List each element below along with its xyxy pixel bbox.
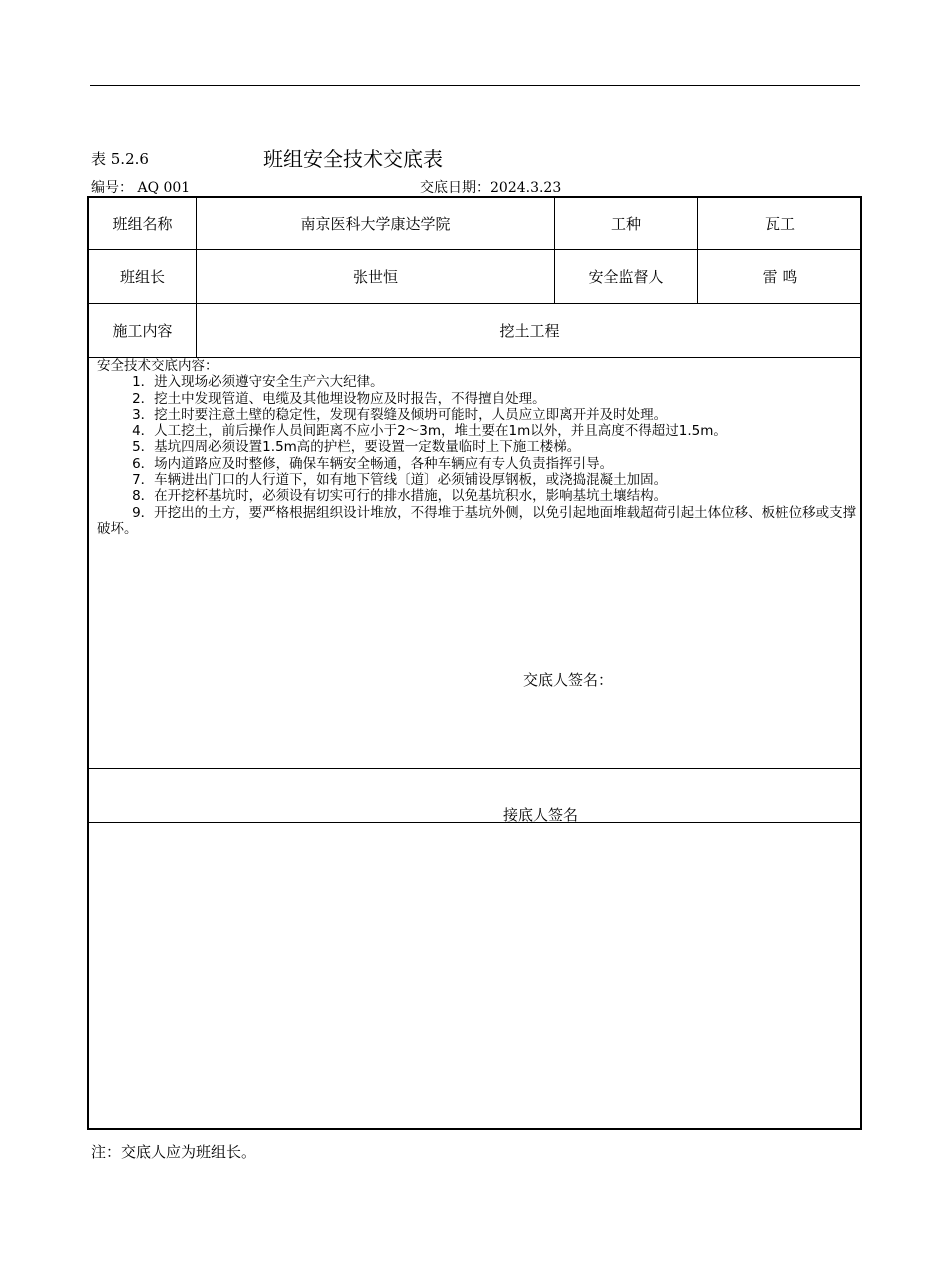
disclosure-item: 1．进入现场必须遵守安全生产六大纪律。 xyxy=(132,374,384,391)
footnote: 注：交底人应为班组长。 xyxy=(91,1143,257,1161)
team-name-label: 班组名称 xyxy=(112,215,173,233)
team-leader-value: 张世恒 xyxy=(352,268,398,286)
disclosure-item: 5．基坑四周必须设置1.5m高的护栏，要设置一定数量临时上下施工楼梯。 xyxy=(132,439,581,456)
disclosure-heading: 安全技术交底内容： xyxy=(97,358,219,374)
disclosure-date xyxy=(420,177,561,197)
row-divider xyxy=(89,768,860,769)
trade-value: 瓦工 xyxy=(764,215,795,233)
work-content-label: 施工内容 xyxy=(112,322,173,340)
disclosure-item: 3．挖土时要注意土壁的稳定性，发现有裂缝及倾坍可能时，人员应立即离开并及时处理。 xyxy=(132,406,668,423)
disclosure-item: 6．场内道路应及时整修，确保车辆安全畅通，各种车辆应有专人负责指挥引导。 xyxy=(132,455,614,472)
header-rule xyxy=(90,85,860,86)
team-leader-label: 班组长 xyxy=(119,268,165,286)
page-title: 班组安全技术交底表 xyxy=(263,147,443,171)
disclosure-item: 8．在开挖杯基坑时，必须设有切实可行的排水措施，以免基坑积水，影响基坑土壤结构。 xyxy=(132,488,668,505)
receiver-signature-label: 接底人签名 xyxy=(503,806,579,824)
date-label: 交底日期： xyxy=(420,180,490,196)
disclosure-item: 9．开挖出的土方，要严格根据组织设计堆放，不得堆于基坑外侧，以免引起地面堆载超荷引起土体位移、板桩位移或支撑破坏。 xyxy=(97,504,857,537)
table-number: 表 5.2.6 xyxy=(91,150,149,168)
row-divider xyxy=(89,822,860,823)
number-label: 编号： xyxy=(91,180,133,196)
team-name-value: 南京医科大学康达学院 xyxy=(300,215,451,233)
disclosure-form xyxy=(87,196,862,1130)
safety-supervisor-label: 安全监督人 xyxy=(588,268,664,286)
disclosure-item: 4．人工挖土，前后操作人员间距离不应小于2～3m，堆土要在1m以外，并且高度不得超过1.5m。 xyxy=(132,423,727,440)
work-content-value: 挖土工程 xyxy=(499,322,560,340)
date-value: 2024.3.23 xyxy=(490,180,562,196)
disclosure-item: 2．挖土中发现管道、电缆及其他埋设物应及时报告，不得擅自处理。 xyxy=(132,390,546,407)
safety-supervisor-value: 雷 鸣 xyxy=(762,268,798,286)
disclosure-item: 7．车辆进出门口的人行道下，如有地下管线〔道〕必须铺设厚钢板，或浇捣混凝土加固。 xyxy=(132,472,668,489)
disclosure-content xyxy=(97,358,857,537)
discloser-signature-label: 交底人签名： xyxy=(523,671,614,689)
number-value: AQ 001 xyxy=(137,180,191,196)
document-number xyxy=(91,177,190,197)
trade-label: 工种 xyxy=(610,215,641,233)
